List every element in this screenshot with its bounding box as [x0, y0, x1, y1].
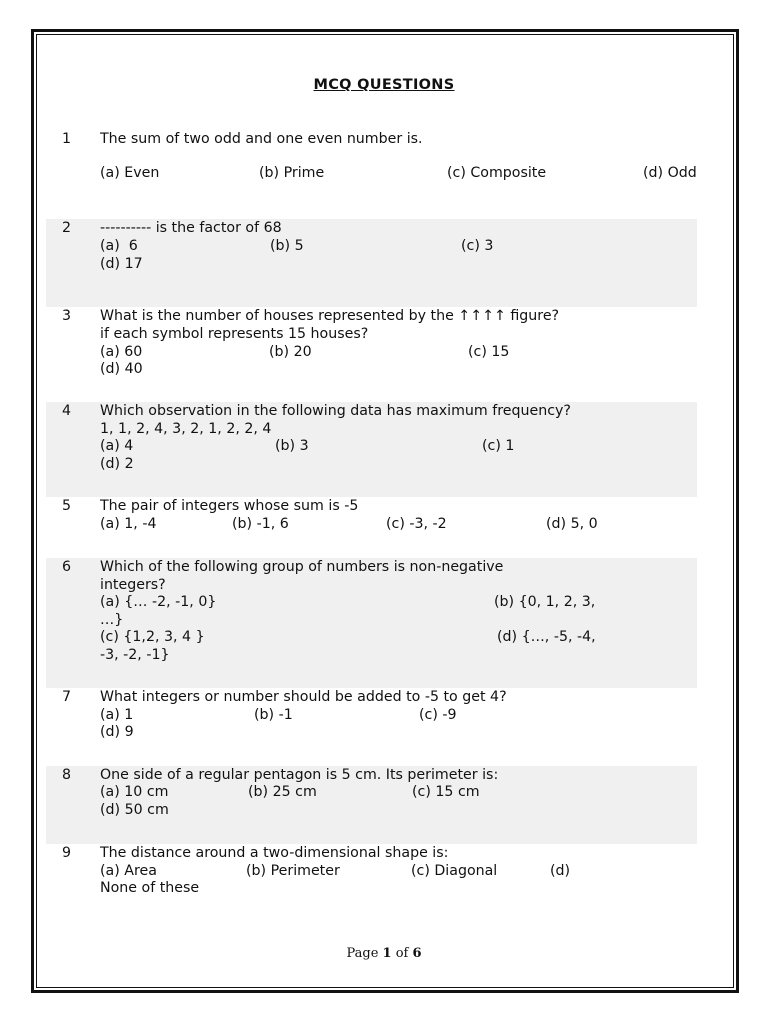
question-text: Which observation in the following data has maximum frequency? [100, 403, 571, 419]
option-c: (c) 3 [461, 238, 494, 254]
option-a: (a) 1 [100, 707, 134, 723]
question-text: The pair of integers whose sum is -5 [100, 498, 359, 514]
option-d: (d) Odd [643, 165, 697, 181]
page-number-footer [0, 946, 768, 961]
question-text-line-2: integers? [100, 577, 166, 593]
question-number: 5 [62, 498, 72, 514]
option-d: (d) 5, 0 [546, 516, 598, 532]
option-d: (d) [550, 863, 571, 879]
question-text: The distance around a two-dimensional shape is: [100, 845, 449, 861]
option-b-continued: …} [100, 612, 124, 628]
option-c: (c) 15 cm [412, 784, 480, 800]
option-c: (c) Diagonal [411, 863, 498, 879]
question-text: What is the number of houses represented by the ↑↑↑↑ figure? [100, 308, 560, 324]
question-text: What integers or number should be added to -5 to get 4? [100, 689, 507, 705]
option-c: (c) 1 [482, 438, 515, 454]
option-d: (d) 17 [100, 256, 143, 272]
option-a: (a) {… -2, -1, 0} [100, 594, 217, 610]
option-c: (c) 15 [468, 344, 510, 360]
option-b: (b) 5 [270, 238, 304, 254]
option-c: (c) -3, -2 [386, 516, 447, 532]
option-a: (a) 6 [100, 238, 138, 254]
option-a: (a) 4 [100, 438, 134, 454]
question-number: 9 [62, 845, 72, 861]
question-text: ---------- is the factor of 68 [100, 220, 282, 236]
option-a: (a) Even [100, 165, 160, 181]
option-b: (b) -1, 6 [232, 516, 289, 532]
option-a: (a) 60 [100, 344, 143, 360]
question-number: 2 [62, 220, 72, 236]
option-b: (b) Prime [259, 165, 325, 181]
question-number: 6 [62, 559, 72, 575]
option-b: (b) {0, 1, 2, 3, [494, 594, 596, 610]
option-b: (b) -1 [254, 707, 293, 723]
question-text: One side of a regular pentagon is 5 cm. Its perimeter is: [100, 767, 499, 783]
question-text: The sum of two odd and one even number is. [100, 131, 423, 147]
footer-middle: of [391, 946, 413, 961]
question-number: 7 [62, 689, 72, 705]
question-number: 1 [62, 131, 72, 147]
option-a: (a) 10 cm [100, 784, 169, 800]
option-a: (a) Area [100, 863, 157, 879]
option-d: (d) {…, -5, -4, [497, 629, 596, 645]
option-d: (d) 9 [100, 724, 134, 740]
page-title: MCQ QUESTIONS [313, 77, 455, 93]
option-c: (c) {1,2, 3, 4 } [100, 629, 205, 645]
footer-prefix: Page [346, 946, 383, 961]
footer-current-page: 1 [382, 946, 392, 961]
option-d: (d) 50 cm [100, 802, 169, 818]
question-data-line: 1, 1, 2, 4, 3, 2, 1, 2, 2, 4 [100, 421, 272, 437]
option-c: (c) Composite [447, 165, 547, 181]
option-a: (a) 1, -4 [100, 516, 157, 532]
option-d-continued: None of these [100, 880, 200, 896]
option-b: (b) 25 cm [248, 784, 317, 800]
option-b: (b) Perimeter [246, 863, 340, 879]
option-d: (d) 2 [100, 456, 134, 472]
question-number: 3 [62, 308, 72, 324]
option-d: (d) 40 [100, 361, 143, 377]
question-text-line-2: if each symbol represents 15 houses? [100, 326, 369, 342]
option-b: (b) 3 [275, 438, 309, 454]
option-d-continued: -3, -2, -1} [100, 647, 170, 663]
question-text: Which of the following group of numbers is non-negative [100, 559, 504, 575]
question-number: 8 [62, 767, 72, 783]
question-number: 4 [62, 403, 72, 419]
footer-total-pages: 6 [412, 946, 422, 961]
option-b: (b) 20 [269, 344, 312, 360]
option-c: (c) -9 [419, 707, 457, 723]
